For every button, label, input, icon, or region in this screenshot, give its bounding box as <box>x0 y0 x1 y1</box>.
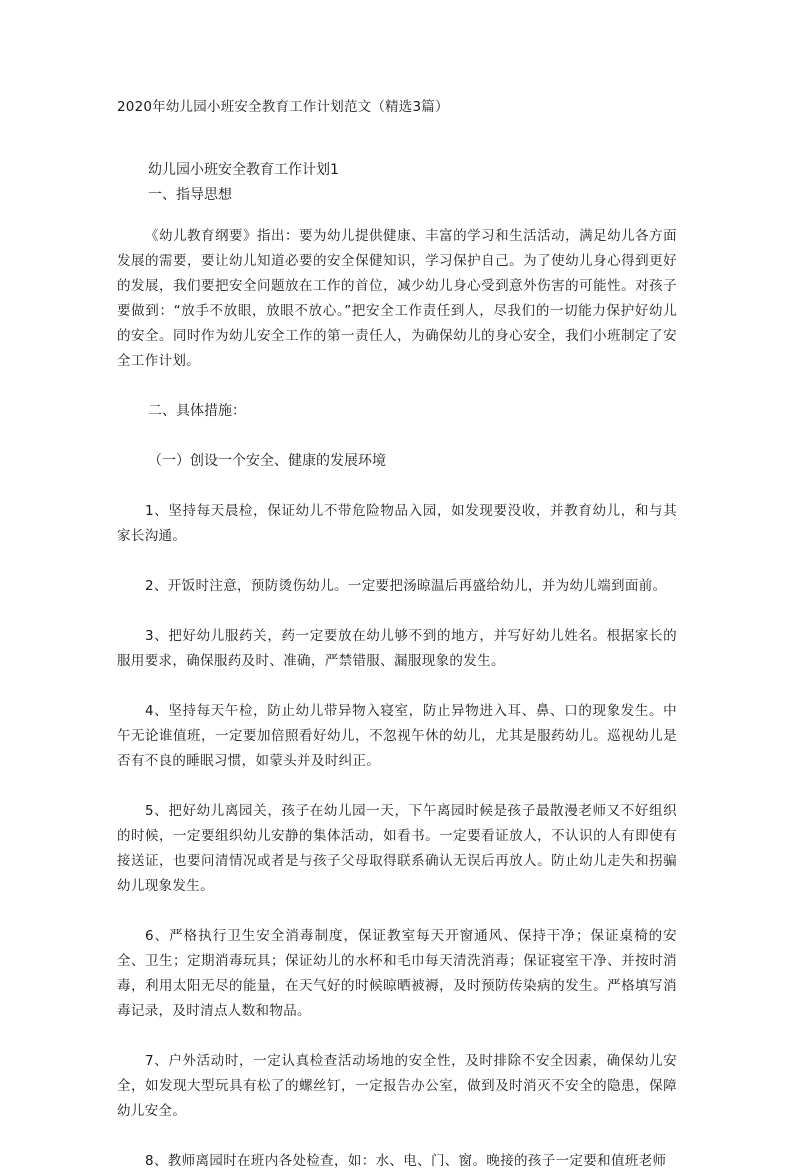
measure-item-1: 1、坚持每天晨检，保证幼儿不带危险物品入园，如发现要没收，并教育幼儿，和与其家长沟通。 <box>117 503 677 544</box>
measure-item-7: 7、户外活动时，一定认真检查活动场地的安全性，及时排除不安全因素，确保幼儿安全，如发现大型玩具有松了的螺丝钉，一定报告办公室，做到及时消灭不安全的隐患，保障幼儿安全。 <box>117 1053 677 1119</box>
section-heading-guiding-ideology: 一、指导思想 <box>148 187 232 203</box>
subsection-heading-environment: （一）创设一个安全、健康的发展环境 <box>148 453 386 469</box>
measure-item-4: 4、坚持每天午检，防止幼儿带异物入寝室，防止异物进入耳、鼻、口的现象发生。中午无论谁值班，一定要加倍照看好幼儿，不忽视午休的幼儿，尤其是服药幼儿。巡视幼儿是否有不良的睡眠习惯，如蒙头并及时纠正。 <box>117 703 677 769</box>
section-heading-measures: 二、具体措施： <box>148 403 246 419</box>
intro-paragraph: 《幼儿教育纲要》指出：要为幼儿提供健康、丰富的学习和生活活动，满足幼儿各方面发展的需要，要让幼儿知道必要的安全保健知识，学习保护自己。为了使幼儿身心得到更好的发展，我们要把安全问题放在工作的首位，减少幼儿身心受到意外伤害的可能性。对孩子要做到：“放手不放眼，放眼不放心。”把安全工作责任到人，尽我们的一切能力保护好幼儿的安全。同时作为幼儿安全工作的第一责任人，为确保幼儿的身心安全，我们小班制定了安全工作计划。 <box>117 228 677 369</box>
measure-item-8: 8、教师离园时在班内各处检查，如：水、电、门、窗。晚接的孩子一定要和值班老师 <box>145 1153 667 1169</box>
measure-item-3: 3、把好幼儿服药关，药一定要放在幼儿够不到的地方，并写好幼儿姓名。根据家长的服用要求，确保服药及时、准确，严禁错服、漏服现象的发生。 <box>117 628 677 669</box>
document-body <box>117 158 677 1174</box>
plan-title: 幼儿园小班安全教育工作计划1 <box>148 162 339 178</box>
measure-item-2: 2、开饭时注意，预防烫伤幼儿。一定要把汤晾温后再盛给幼儿，并为幼儿端到面前。 <box>145 578 667 594</box>
measure-item-6: 6、严格执行卫生安全消毒制度，保证教室每天开窗通风、保持干净；保证桌椅的安全、卫生；定期消毒玩具；保证幼儿的水杯和毛巾每天清洗消毒；保证寝室干净、并按时消毒，利用太阳无尽的能量，在天气好的时候晾晒被褥，及时预防传染病的发生。严格填写消毒记录，及时清点人数和物品。 <box>117 928 677 1019</box>
measure-item-5: 5、把好幼儿离园关，孩子在幼儿园一天，下午离园时候是孩子最散漫老师又不好组织的时候，一定要组织幼儿安静的集体活动，如看书。一定要看证放人，不认识的人有即使有接送证，也要问清情况或者是与孩子父母取得联系确认无误后再放人。防止幼儿走失和拐骗幼儿现象发生。 <box>117 803 677 894</box>
document-title: 2020年幼儿园小班安全教育工作计划范文（精选3篇） <box>117 99 449 115</box>
